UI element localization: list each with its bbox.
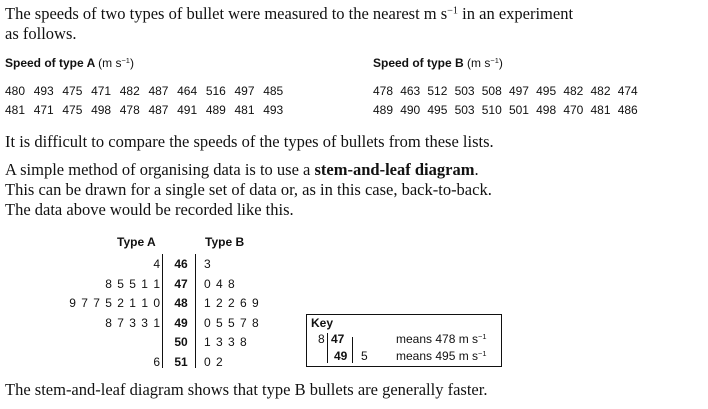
type-b-leaves: 0 5 5 7 8 — [204, 315, 259, 330]
type-a-value: 497 — [234, 83, 255, 98]
type-b-leaves: 3 — [204, 257, 211, 271]
type-a-leaves: 8 5 5 1 1 — [105, 276, 160, 291]
type-a-header-sup: −1 — [121, 55, 130, 65]
intro-line-2: as follows. — [5, 24, 77, 43]
type-a-row — [5, 100, 292, 119]
type-b-header — [373, 56, 503, 70]
stem-value: 47 — [174, 276, 188, 291]
key-title: Key — [311, 316, 334, 330]
type-a-value: 498 — [91, 102, 112, 117]
type-b-leaves: 1 3 3 8 — [204, 335, 247, 349]
intro-line-1 — [5, 4, 695, 24]
type-a-value: 493 — [263, 102, 284, 117]
key-row2-text: means 495 m s — [396, 349, 479, 363]
intro-paragraph — [5, 4, 695, 44]
type-a-value: 487 — [148, 83, 169, 98]
type-b-value: 495 — [427, 102, 448, 117]
type-b-table — [373, 81, 645, 119]
type-a-value: 471 — [91, 83, 112, 98]
method-period: . — [474, 160, 479, 179]
stem-value: 51 — [174, 354, 188, 369]
type-a-leaves — [20, 333, 160, 352]
type-a-row — [5, 81, 292, 100]
intro-text-end: in an experiment — [458, 4, 574, 23]
type-a-value: 493 — [33, 83, 54, 98]
key-row1-left: 8 — [318, 332, 325, 346]
stem-value: 48 — [174, 296, 188, 310]
type-a-value: 475 — [62, 83, 83, 98]
type-a-value: 491 — [177, 102, 198, 117]
key-row2-stem: 49 — [334, 349, 348, 363]
intro-text: The speeds of two types of bullet were measured to the nearest m s — [5, 4, 448, 23]
type-a-header — [5, 56, 134, 70]
diagram-left-divider — [195, 254, 196, 368]
type-b-header-label: Speed of type B — [373, 56, 464, 70]
conclusion-sentence: The stem-and-leaf diagram shows that type B bullets are generally faster. — [5, 380, 488, 399]
paragraph-method — [5, 160, 695, 220]
method-line-2: This can be drawn for a single set of data or, as in this case, back-to-back. — [5, 180, 492, 199]
type-b-value: 486 — [617, 102, 638, 117]
type-a-header-label: Speed of type A — [5, 56, 95, 70]
key-row2-right: 5 — [361, 349, 368, 363]
key-row2-sup: −1 — [478, 348, 487, 358]
diagram-type-a-title: Type A — [117, 235, 156, 249]
type-b-value: 503 — [454, 102, 475, 117]
key-row2-text-wrap — [396, 349, 487, 363]
type-b-value: 510 — [481, 102, 502, 117]
type-b-value: 481 — [590, 102, 611, 117]
key-row1-stem: 47 — [331, 332, 345, 346]
type-b-value: 474 — [617, 83, 638, 98]
type-b-value: 503 — [454, 83, 475, 98]
type-b-value: 482 — [563, 83, 584, 98]
method-text: A simple method of organising data is to use a — [5, 160, 315, 179]
stem-value: 46 — [174, 257, 188, 271]
type-a-header-close: ) — [129, 56, 134, 70]
key-row1-sup: −1 — [478, 331, 487, 341]
type-a-value: 481 — [234, 102, 255, 117]
type-b-data — [373, 81, 645, 119]
type-b-value: 498 — [536, 102, 557, 117]
type-a-leaves: 9 7 7 5 2 1 1 0 — [69, 296, 160, 310]
type-a-data — [5, 81, 292, 119]
type-b-value: 497 — [508, 83, 529, 98]
type-b-leaves: 1 2 2 6 9 — [204, 296, 259, 310]
type-a-value: 475 — [62, 102, 83, 117]
type-a-value: 482 — [119, 83, 140, 98]
key-divider-left — [327, 333, 328, 363]
type-a-value: 485 — [263, 83, 284, 98]
type-a-value: 481 — [5, 102, 26, 117]
type-b-leaves: 0 2 — [204, 354, 223, 369]
type-b-value: 495 — [536, 83, 557, 98]
type-b-row — [373, 100, 645, 119]
type-b-value: 490 — [400, 102, 421, 117]
diagram-key — [306, 314, 502, 367]
key-divider-right — [352, 337, 353, 363]
type-a-value: 516 — [205, 83, 226, 98]
key-row1-text-wrap — [396, 332, 487, 346]
type-b-value: 482 — [590, 83, 611, 98]
unit-superscript: −1 — [447, 5, 459, 17]
diagram-stem-divider — [162, 254, 163, 368]
type-b-header-close: ) — [498, 56, 503, 70]
type-a-value: 471 — [33, 102, 54, 117]
type-a-value: 487 — [148, 102, 169, 117]
type-a-header-unit: (m s — [98, 56, 122, 70]
stem-value: 50 — [174, 335, 188, 349]
type-b-header-unit: (m s — [467, 56, 491, 70]
stem-value: 49 — [174, 315, 188, 330]
type-b-value: 508 — [481, 83, 502, 98]
type-a-value: 480 — [5, 83, 26, 98]
type-b-value: 478 — [373, 83, 394, 98]
type-b-value: 501 — [508, 102, 529, 117]
type-a-leaves: 8 7 3 3 1 — [105, 315, 160, 330]
paragraph-compare: It is difficult to compare the speeds of the types of bullets from these lists. — [5, 132, 494, 151]
key-row1-text: means 478 m s — [396, 332, 479, 346]
type-b-value: 489 — [373, 102, 394, 117]
type-a-leaves: 4 — [153, 257, 160, 271]
type-b-header-sup: −1 — [490, 55, 499, 65]
method-bold-term: stem-and-leaf diagram — [314, 160, 475, 179]
method-line-3: The data above would be recorded like this. — [5, 200, 294, 219]
type-b-value: 512 — [427, 83, 448, 98]
type-b-leaves: 0 4 8 — [204, 276, 235, 291]
type-b-value: 463 — [400, 83, 421, 98]
type-a-table — [5, 81, 292, 119]
type-a-value: 478 — [119, 102, 140, 117]
diagram-type-b-title: Type B — [205, 235, 245, 249]
type-a-value: 489 — [205, 102, 226, 117]
method-line-1 — [5, 160, 695, 180]
type-a-value: 464 — [177, 83, 198, 98]
type-b-value: 470 — [563, 102, 584, 117]
type-a-leaves: 6 — [153, 354, 160, 369]
type-b-row — [373, 81, 645, 100]
